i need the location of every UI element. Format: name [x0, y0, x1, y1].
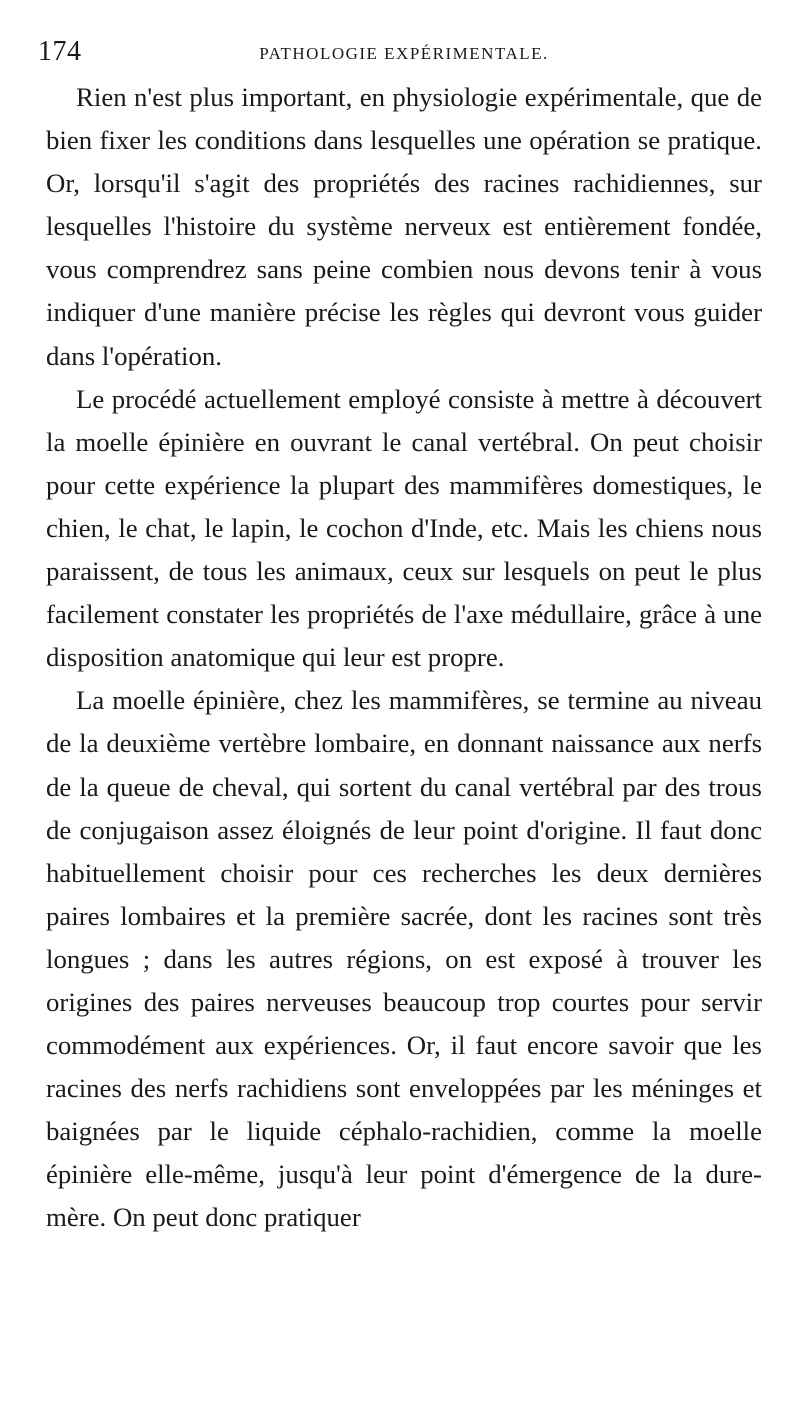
page-number: 174: [38, 36, 82, 67]
paragraph-3: La moelle épinière, chez les mammifères, se termine au niveau de la deuxième vertèbre lombaire, en donnant naissance aux nerfs de la queue de cheval, qui sortent du canal vertébral par des trous de conjugaison assez éloignés de leur point d'origine. Il faut donc habituellement choisir pour ces recherches les deux dernières paires lombaires et la première sacrée, dont les racines sont très longues ; dans les autres régions, on est exposé à trouver les origines des paires nerveuses beaucoup trop courtes pour servir commodément aux expériences. Or, il faut encore savoir que les racines des nerfs rachidiens sont enveloppées par les méninges et baignées par le liquide céphalo-rachidien, comme la moelle épinière elle-même, jusqu'à leur point d'émergence de la dure-mère. On peut donc pratiquer: [46, 685, 762, 1233]
paragraph-2: Le procédé actuellement employé consiste à mettre à découvert la moelle épinière en ouvrant le canal vertébral. On peut choisir pour cette expérience la plupart des mammifères domestiques, le chien, le chat, le lapin, le cochon d'Inde, etc. Mais les chiens nous paraissent, de tous les animaux, ceux sur lesquels on peut le plus facilement constater les propriétés de l'axe médullaire, grâce à une disposition anatomique qui leur est propre.: [46, 383, 762, 673]
paragraph-1: Rien n'est plus important, en physiologie expérimentale, que de bien fixer les conditions dans lesquelles une opération se pratique. Or, lorsqu'il s'agit des propriétés des racines rachidiennes, sur lesquelles l'histoire du système nerveux est entièrement fondée, vous comprendrez sans peine combien nous devons tenir à vous indiquer d'une manière précise les règles qui devront vous guider dans l'opération.: [46, 82, 762, 371]
running-title: PATHOLOGIE EXPÉRIMENTALE.: [259, 44, 549, 63]
page-header: [38, 30, 762, 76]
body-text: [46, 76, 762, 1240]
